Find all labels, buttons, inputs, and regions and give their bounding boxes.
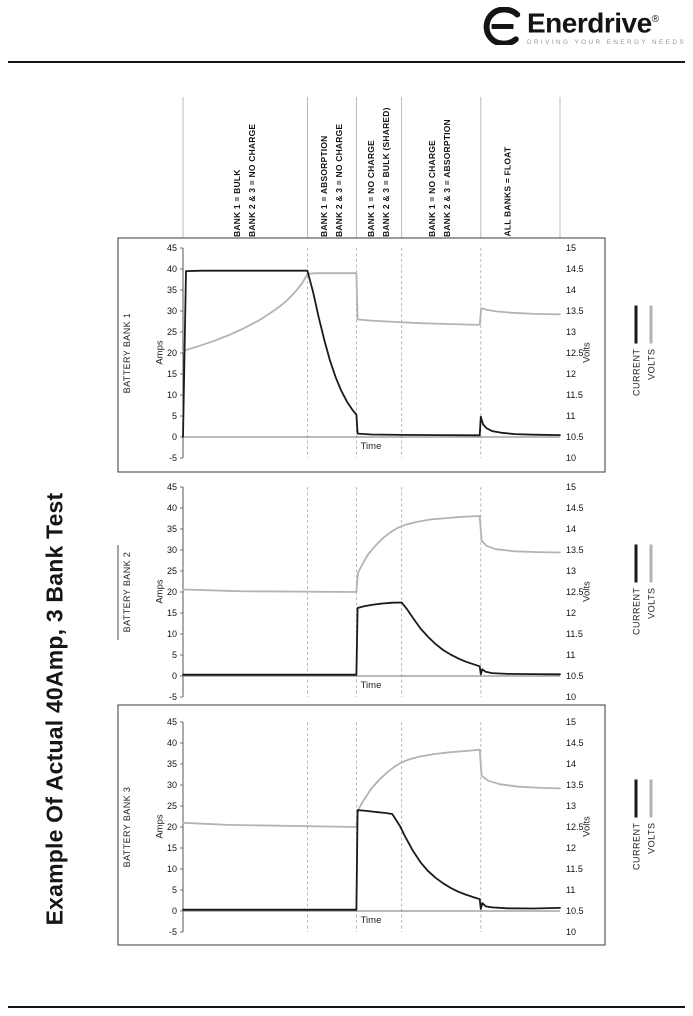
svg-text:14.5: 14.5 bbox=[566, 738, 584, 748]
svg-text:12.5: 12.5 bbox=[566, 348, 584, 358]
svg-text:15: 15 bbox=[566, 717, 577, 727]
svg-text:0: 0 bbox=[171, 906, 177, 916]
svg-text:14: 14 bbox=[566, 759, 577, 769]
current-legend-item bbox=[629, 780, 644, 875]
svg-text:11.5: 11.5 bbox=[566, 864, 583, 874]
time-axis-label-3: Time bbox=[360, 915, 382, 926]
svg-text:-5: -5 bbox=[168, 927, 177, 937]
phase-line-bank1: BANK 1 = BULK bbox=[232, 169, 242, 237]
phase-line-bank23: BANK 2 & 3 = ABSORPTION bbox=[442, 119, 452, 237]
current-legend-label: CURRENT bbox=[631, 822, 641, 870]
volts-line-sample bbox=[650, 306, 653, 344]
phase-line-bank23: BANK 2 & 3 = BULK (SHARED) bbox=[381, 107, 391, 237]
current-line-sample bbox=[634, 545, 638, 583]
legend-chart-3 bbox=[629, 780, 659, 875]
amps-axis-label-1: Amps bbox=[154, 340, 166, 365]
svg-text:10: 10 bbox=[166, 629, 177, 639]
svg-text:15: 15 bbox=[166, 843, 177, 853]
svg-text:45: 45 bbox=[166, 243, 177, 253]
svg-text:45: 45 bbox=[166, 482, 177, 492]
current-legend-label: CURRENT bbox=[631, 587, 641, 635]
svg-text:10: 10 bbox=[166, 390, 177, 400]
chart-bank-1 bbox=[118, 238, 605, 472]
svg-text:11.5: 11.5 bbox=[566, 390, 583, 400]
legend-chart-2 bbox=[629, 545, 659, 640]
bottom-divider bbox=[8, 1006, 685, 1008]
volts-line-sample bbox=[650, 545, 653, 583]
current-legend-item bbox=[629, 545, 644, 640]
svg-text:11: 11 bbox=[566, 411, 576, 421]
svg-text:-5: -5 bbox=[168, 453, 177, 463]
svg-text:25: 25 bbox=[166, 566, 177, 576]
svg-text:14.5: 14.5 bbox=[566, 503, 584, 513]
svg-text:10: 10 bbox=[566, 927, 577, 937]
current-line-sample bbox=[634, 306, 638, 344]
svg-text:30: 30 bbox=[166, 545, 177, 555]
svg-text:45: 45 bbox=[166, 717, 177, 727]
svg-text:5: 5 bbox=[171, 650, 177, 660]
svg-text:10.5: 10.5 bbox=[566, 432, 584, 442]
svg-text:13.5: 13.5 bbox=[566, 545, 584, 555]
volts-axis-label-3: Volts bbox=[581, 816, 593, 837]
svg-text:40: 40 bbox=[166, 503, 177, 513]
phase-line-all-banks: ALL BANKS = FLOAT bbox=[502, 146, 513, 237]
phase-line-bank23: BANK 2 & 3 = NO CHARGE bbox=[247, 123, 257, 237]
time-axis-label-1: Time bbox=[360, 441, 382, 452]
svg-text:40: 40 bbox=[166, 264, 177, 274]
amps-axis-label-2: Amps bbox=[154, 579, 166, 604]
registered-mark: ® bbox=[651, 14, 659, 25]
svg-text:15: 15 bbox=[566, 482, 577, 492]
svg-text:14: 14 bbox=[566, 285, 577, 295]
svg-text:0: 0 bbox=[171, 671, 177, 681]
svg-text:13.5: 13.5 bbox=[566, 306, 584, 316]
volts-line-sample bbox=[650, 780, 653, 818]
svg-text:20: 20 bbox=[166, 587, 177, 597]
volts-legend-item bbox=[644, 306, 659, 401]
svg-text:13: 13 bbox=[566, 801, 577, 811]
svg-text:15: 15 bbox=[566, 243, 577, 253]
phase-line-bank23: BANK 2 & 3 = NO CHARGE bbox=[334, 123, 344, 237]
brand-name: Enerdrive bbox=[527, 7, 652, 39]
svg-text:12.5: 12.5 bbox=[566, 822, 584, 832]
legend-chart-1 bbox=[629, 306, 659, 401]
current-legend-item bbox=[629, 306, 644, 401]
page-title: Example Of Actual 40Amp, 3 Bank Test bbox=[41, 492, 68, 926]
svg-text:-5: -5 bbox=[168, 692, 177, 702]
svg-text:12: 12 bbox=[566, 369, 577, 379]
svg-text:10: 10 bbox=[566, 692, 577, 702]
svg-text:10: 10 bbox=[566, 453, 577, 463]
svg-text:30: 30 bbox=[166, 780, 177, 790]
phase-separators bbox=[183, 97, 560, 238]
chart-bank-2 bbox=[118, 482, 584, 702]
phase-line-bank1: BANK 1 = ABSORPTION bbox=[319, 135, 329, 237]
time-axis-label-2: Time bbox=[360, 680, 382, 691]
phase-line-bank1: BANK 1 = NO CHARGE bbox=[366, 140, 376, 237]
svg-text:10: 10 bbox=[166, 864, 177, 874]
volts-axis-label-1: Volts bbox=[581, 342, 593, 363]
svg-text:35: 35 bbox=[166, 524, 177, 534]
svg-text:11: 11 bbox=[566, 885, 576, 895]
svg-text:35: 35 bbox=[166, 285, 177, 295]
svg-text:12: 12 bbox=[566, 608, 577, 618]
svg-text:20: 20 bbox=[166, 348, 177, 358]
svg-text:11: 11 bbox=[566, 650, 576, 660]
svg-text:13: 13 bbox=[566, 327, 577, 337]
svg-text:11.5: 11.5 bbox=[566, 629, 583, 639]
volts-legend-item bbox=[644, 780, 659, 875]
svg-text:13.5: 13.5 bbox=[566, 780, 584, 790]
chart-bank-3 bbox=[118, 705, 605, 945]
svg-text:35: 35 bbox=[166, 759, 177, 769]
amps-axis-label-3: Amps bbox=[154, 814, 166, 839]
svg-text:5: 5 bbox=[171, 411, 177, 421]
svg-text:15: 15 bbox=[166, 608, 177, 618]
current-line-sample bbox=[634, 780, 638, 818]
volts-legend-label: VOLTS bbox=[646, 348, 656, 380]
svg-text:12.5: 12.5 bbox=[566, 587, 584, 597]
svg-text:30: 30 bbox=[166, 306, 177, 316]
battery-bank-2-label: BATTERY BANK 2 bbox=[122, 551, 132, 633]
svg-text:0: 0 bbox=[171, 432, 177, 442]
volts-axis-label-2: Volts bbox=[581, 581, 593, 602]
svg-text:13: 13 bbox=[566, 566, 577, 576]
svg-text:25: 25 bbox=[166, 327, 177, 337]
svg-text:14: 14 bbox=[566, 524, 577, 534]
battery-bank-1-label: BATTERY BANK 1 bbox=[122, 312, 132, 394]
volts-legend-label: VOLTS bbox=[646, 587, 656, 619]
phase-line-bank1: BANK 1 = NO CHARGE bbox=[427, 140, 437, 237]
volts-legend-item bbox=[644, 545, 659, 640]
svg-text:14.5: 14.5 bbox=[566, 264, 584, 274]
svg-text:20: 20 bbox=[166, 822, 177, 832]
svg-text:40: 40 bbox=[166, 738, 177, 748]
svg-text:25: 25 bbox=[166, 801, 177, 811]
battery-bank-3-label: BATTERY BANK 3 bbox=[122, 786, 132, 868]
brand-tagline: DRIVING YOUR ENERGY NEEDS bbox=[527, 39, 686, 47]
svg-text:10.5: 10.5 bbox=[566, 906, 584, 916]
current-legend-label: CURRENT bbox=[631, 348, 641, 396]
svg-text:15: 15 bbox=[166, 369, 177, 379]
svg-text:5: 5 bbox=[171, 885, 177, 895]
svg-text:12: 12 bbox=[566, 843, 577, 853]
volts-legend-label: VOLTS bbox=[646, 822, 656, 854]
svg-text:10.5: 10.5 bbox=[566, 671, 584, 681]
